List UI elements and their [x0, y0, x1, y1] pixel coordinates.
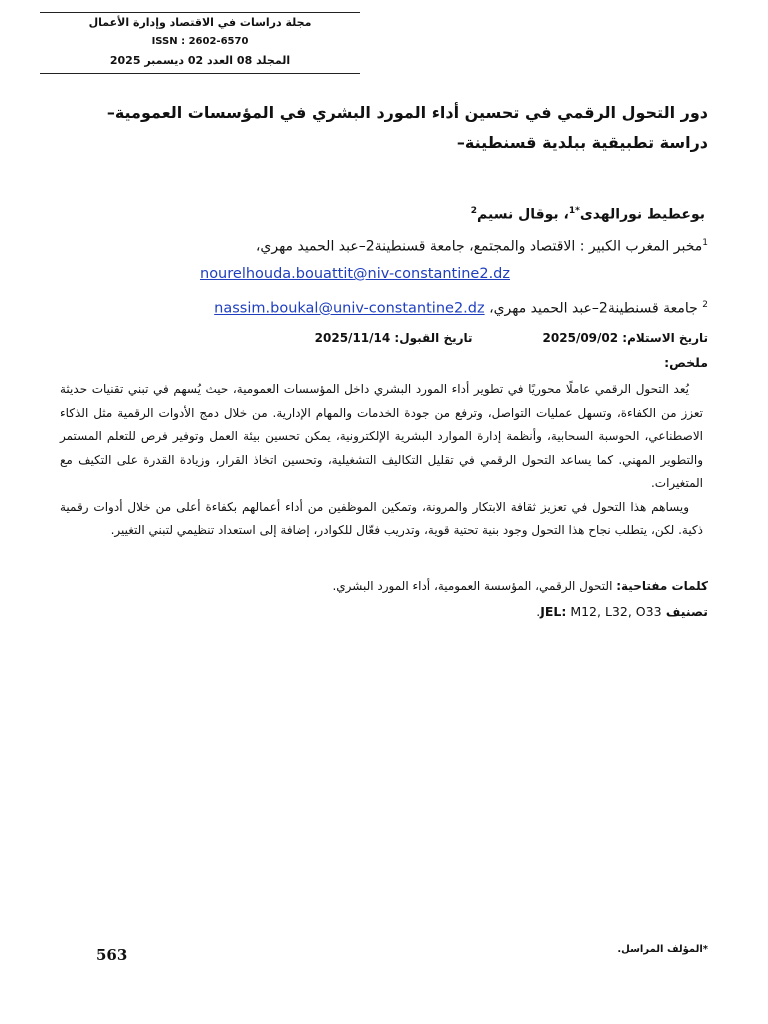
abstract-label: ملخص: [664, 355, 708, 370]
abstract-paragraph: يُعد التحول الرقمي عاملًا محوريًا في تطوير أداء المورد البشري داخل المؤسسات العمومية، حيث يُسهم في تبني تقنيات حديثة تعزز من الكفاءة، وتسهل عمليات التواصل، وترفع من جودة الخدمات والمهام الإدارية. من خلال دمج الأدوات الرقمية مثل الذكاء الاصطناعي، الحوسبة السحابية، وأنظمة إدارة الموارد البشرية الإلكترونية، يمكن تحسين بيئة العمل وتوفير فرص للتعلم المستمر والتطوير المهني. كما يساعد التحول الرقمي في تقليل التكاليف التشغيلية، وتحسين اتخاذ القرار، وزيادة القدرة على التكيف مع المتغيرات. [60, 382, 703, 490]
author-2: بوقال نسيم [477, 206, 559, 223]
jel-line [60, 604, 708, 619]
keywords-label: كلمات مفتاحية: [616, 579, 708, 593]
email-link-1[interactable]: nourelhouda.bouattit@niv-constantine2.dz [200, 266, 510, 282]
abstract-paragraph: ويساهم هذا التحول في تعزيز ثقافة الابتكار والمرونة، وتمكين الموظفين من أداء أعمالهم بكفاءة أعلى من خلال أدوات رقمية ذكية. لكن، يتطلب نجاح هذا التحول وجود بنية تحتية قوية، وتدريب فعّال للكوادر، إضافة إلى استعداد تنظيمي لتبني التغيير. [60, 499, 703, 537]
author-separator: ، [558, 206, 569, 223]
affiliation-2-text: جامعة قسنطينة2–عبد الحميد مهري، [489, 300, 698, 317]
journal-issn: ISSN : 2602-6570 [151, 36, 249, 47]
affiliation-2 [60, 300, 708, 317]
dates-line [60, 331, 708, 345]
author-1: بوعطيط نورالهدى [579, 206, 705, 223]
affiliation-1-sup: 1 [702, 238, 708, 248]
journal-header [40, 12, 360, 74]
keywords-line [60, 579, 708, 593]
journal-volume: المجلد 08 العدد 02 ديسمبر 2025 [109, 54, 291, 67]
jel-codes: M12, L32, O33. [536, 604, 662, 619]
keywords-text: التحول الرقمي، المؤسسة العمومية، أداء المورد البشري. [332, 579, 617, 593]
accepted-date: تاريخ القبول: 2025/11/14 [314, 331, 473, 345]
journal-name: مجلة دراسات في الاقتصاد وإدارة الأعمال [88, 16, 312, 29]
email-link-2[interactable]: nassim.boukal@univ-constantine2.dz [214, 300, 485, 317]
affiliation-1-text: مخبر المغرب الكبير : الاقتصاد والمجتمع، جامعة قسنطينة2–عبد الحميد مهري، [255, 238, 703, 255]
author-1-sup: *1 [568, 206, 580, 216]
header-bottom-rule [40, 73, 360, 74]
received-date: تاريخ الاستلام: 2025/09/02 [542, 331, 708, 345]
corresponding-author-footnote: *المؤلف المراسل. [617, 944, 708, 955]
affiliation-2-sup: 2 [702, 300, 708, 310]
jel-label: تصنيف JEL: [540, 604, 708, 619]
author-2-sup: 2 [470, 206, 477, 216]
abstract-body [60, 378, 703, 543]
paper-title: دور التحول الرقمي في تحسين أداء المورد البشري في المؤسسات العمومية–دراسة تطبيقية ببلدية قسنطينة– [106, 103, 708, 152]
affiliation-1 [60, 238, 708, 255]
page-number: 563 [96, 946, 128, 964]
authors-line [80, 206, 705, 223]
